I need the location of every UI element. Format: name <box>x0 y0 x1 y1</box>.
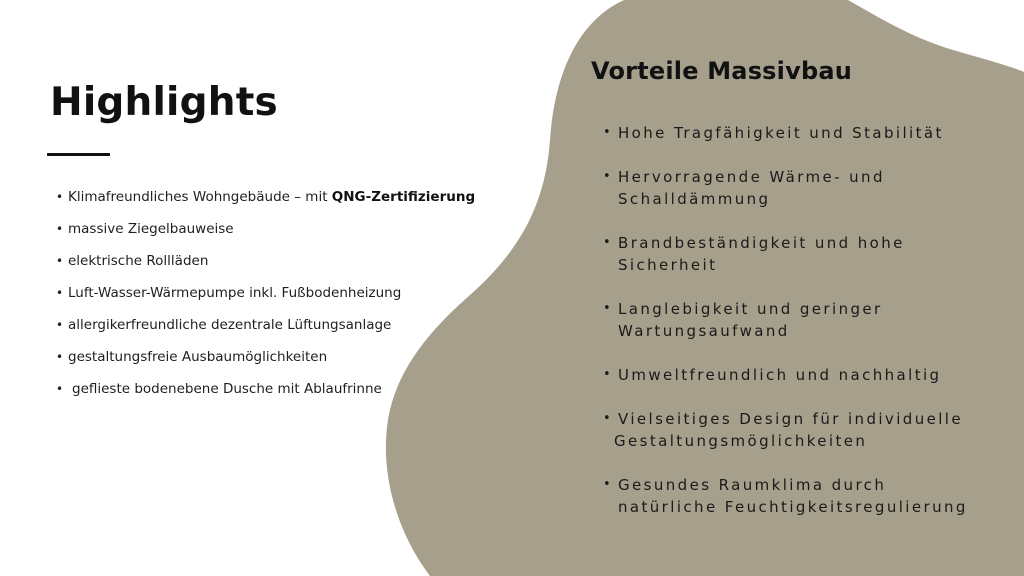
bullet-icon: • <box>603 301 611 316</box>
advantage-line: Umweltfreundlich und nachhaltig <box>618 366 942 384</box>
list-item-text: allergikerfreundliche dezentrale Lüftungsanlage <box>68 317 392 333</box>
list-item-text: elektrische Rollläden <box>68 253 209 269</box>
bullet-icon: • <box>56 190 64 204</box>
bullet-icon: • <box>603 477 611 492</box>
advantage-line: Hohe Tragfähigkeit und Stabilität <box>618 124 944 142</box>
advantage-line: Gesundes Raumklima durch <box>618 476 887 494</box>
list-item <box>56 316 475 348</box>
title-divider <box>47 153 110 156</box>
advantage-item <box>603 232 968 276</box>
list-item <box>56 220 475 252</box>
list-item-emphasis: QNG-Zertifizierung <box>331 189 476 205</box>
bullet-icon: • <box>56 350 64 364</box>
list-item-text: massive Ziegelbauweise <box>68 221 234 237</box>
advantages-list <box>603 122 968 540</box>
list-item-text: Luft-Wasser-Wärmepumpe inkl. Fußbodenheizung <box>68 285 402 301</box>
list-item <box>56 284 475 316</box>
advantage-line: Gestaltungsmöglichkeiten <box>614 432 868 450</box>
advantage-line: Brandbeständigkeit und hohe <box>618 234 905 252</box>
bullet-icon: • <box>603 367 611 382</box>
advantage-item <box>603 298 968 342</box>
section-title: Vorteile Massivbau <box>591 57 853 85</box>
advantage-line: Wartungsaufwand <box>618 322 790 340</box>
highlights-list <box>56 188 475 412</box>
list-item <box>56 188 475 220</box>
bullet-icon: • <box>56 286 64 300</box>
list-item-text: gestaltungsfreie Ausbaumöglichkeiten <box>68 349 328 365</box>
bullet-icon: • <box>603 411 611 426</box>
page-title: Highlights <box>50 80 278 125</box>
bullet-icon: • <box>603 235 611 250</box>
list-item-text: geflieste bodenebene Dusche mit Ablaufrinne <box>72 381 382 397</box>
bullet-icon: • <box>56 254 64 268</box>
bullet-icon: • <box>56 382 64 396</box>
advantage-line: Hervorragende Wärme- und <box>618 168 885 186</box>
advantage-line: natürliche Feuchtigkeitsregulierung <box>618 498 968 516</box>
bullet-icon: • <box>603 125 611 140</box>
advantage-line: Langlebigkeit und geringer <box>618 300 883 318</box>
list-item-text: Klimafreundliches Wohngebäude – mit QNG-Zertifizierung <box>68 189 476 205</box>
advantage-item <box>603 474 968 518</box>
advantage-line: Schalldämmung <box>618 190 771 208</box>
bullet-icon: • <box>603 169 611 184</box>
advantage-line: Sicherheit <box>618 256 718 274</box>
bullet-icon: • <box>56 318 64 332</box>
bullet-icon: • <box>56 222 64 236</box>
list-item <box>56 380 475 412</box>
advantage-item <box>603 408 968 452</box>
list-item <box>56 348 475 380</box>
list-item <box>56 252 475 284</box>
advantage-line: Vielseitiges Design für individuelle <box>618 410 963 428</box>
advantage-item <box>603 364 968 386</box>
advantage-item <box>603 166 968 210</box>
advantage-item <box>603 122 968 144</box>
